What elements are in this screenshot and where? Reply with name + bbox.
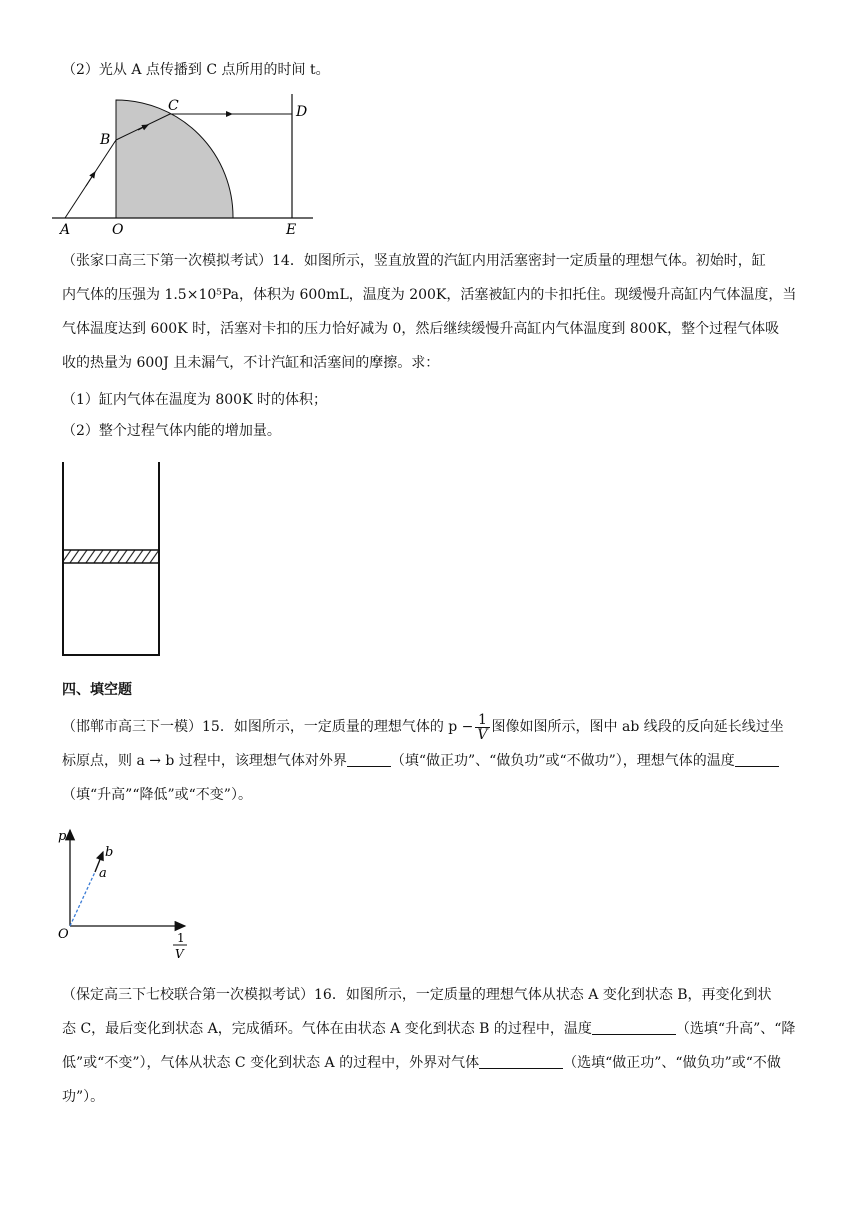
q14-stem: （张家口高三下第一次模拟考试）14．如图所示，竖直放置的汽缸内用活塞密封一定质量的理想气体。初始时，缸 内气体的压强为 1.5×10⁵Pa，体积为 600mL，温度为 200K，活塞被缸内的卡扣托住。现缓慢升高缸内气体温度，当 气体温度达到 600K 时，活塞对卡扣的压力恰好减为 0，然后继续缓慢升高缸内气体温度到 800K，整个过程气体吸 收的热量为 600J 且未漏气，不计汽缸和活塞间的摩擦。求： xyxy=(62,253,797,371)
origin-label: O xyxy=(58,927,69,942)
label-o: O xyxy=(112,222,124,238)
q16-blank-1[interactable] xyxy=(592,1020,676,1035)
label-a: A xyxy=(60,222,71,238)
dashed-extension xyxy=(70,872,95,926)
label-d: D xyxy=(296,104,308,120)
piston xyxy=(63,550,159,563)
q13-part2: （2）光从 A 点传播到 C 点所用的时间 t。 xyxy=(62,62,330,78)
label-c: C xyxy=(168,98,179,114)
axis-p-label: p xyxy=(58,829,67,844)
q15-stem: （邯郸市高三下一模）15．如图所示，一定质量的理想气体的 p − $\frac{1}{V}$ 图像如图所示，图中 ab 线段的反向延长线过坐 标原点，则 a → b 过程中，该理想气体对外界 （填“做正功”、“做负功”或“不做功”），理想气体的温度 （填“升高”“降低”或“不变”）。 xyxy=(62,711,784,803)
cylinder-figure xyxy=(60,460,170,660)
q14-sub1: （1）缸内气体在温度为 800K 时的体积； xyxy=(62,392,327,408)
point-b-label: b xyxy=(105,845,114,860)
point-a-label: a xyxy=(99,866,107,881)
q15-blank-1[interactable] xyxy=(347,752,391,767)
label-e: E xyxy=(286,222,297,238)
q16-blank-2[interactable] xyxy=(479,1054,563,1069)
glass-quarter-circle xyxy=(116,100,233,218)
light-path-figure xyxy=(50,90,320,240)
section-title: 四、填空题 xyxy=(62,682,132,698)
x-num: 1 xyxy=(177,931,185,945)
q16-stem: （保定高三下七校联合第一次模拟考试）16．如图所示，一定质量的理想气体从状态 A 变化到状态 B，再变化到状 态 C，最后变化到状态 A，完成循环。气体在由状态 A 变化到状态 B 的过程中，温度 （选填“升高”、“降 低”或“不变”），气体从状态 C 变化到状态 A 的过程中，外界对气体 （选填“做正功”、“做负功”或“不做 功”）。 xyxy=(62,987,796,1105)
label-b: B xyxy=(100,132,111,148)
x-den: V xyxy=(175,947,184,961)
q14-sub2: （2）整个过程气体内能的增加量。 xyxy=(62,423,281,439)
q15-blank-2[interactable] xyxy=(735,752,779,767)
p-v-graph xyxy=(55,826,205,966)
